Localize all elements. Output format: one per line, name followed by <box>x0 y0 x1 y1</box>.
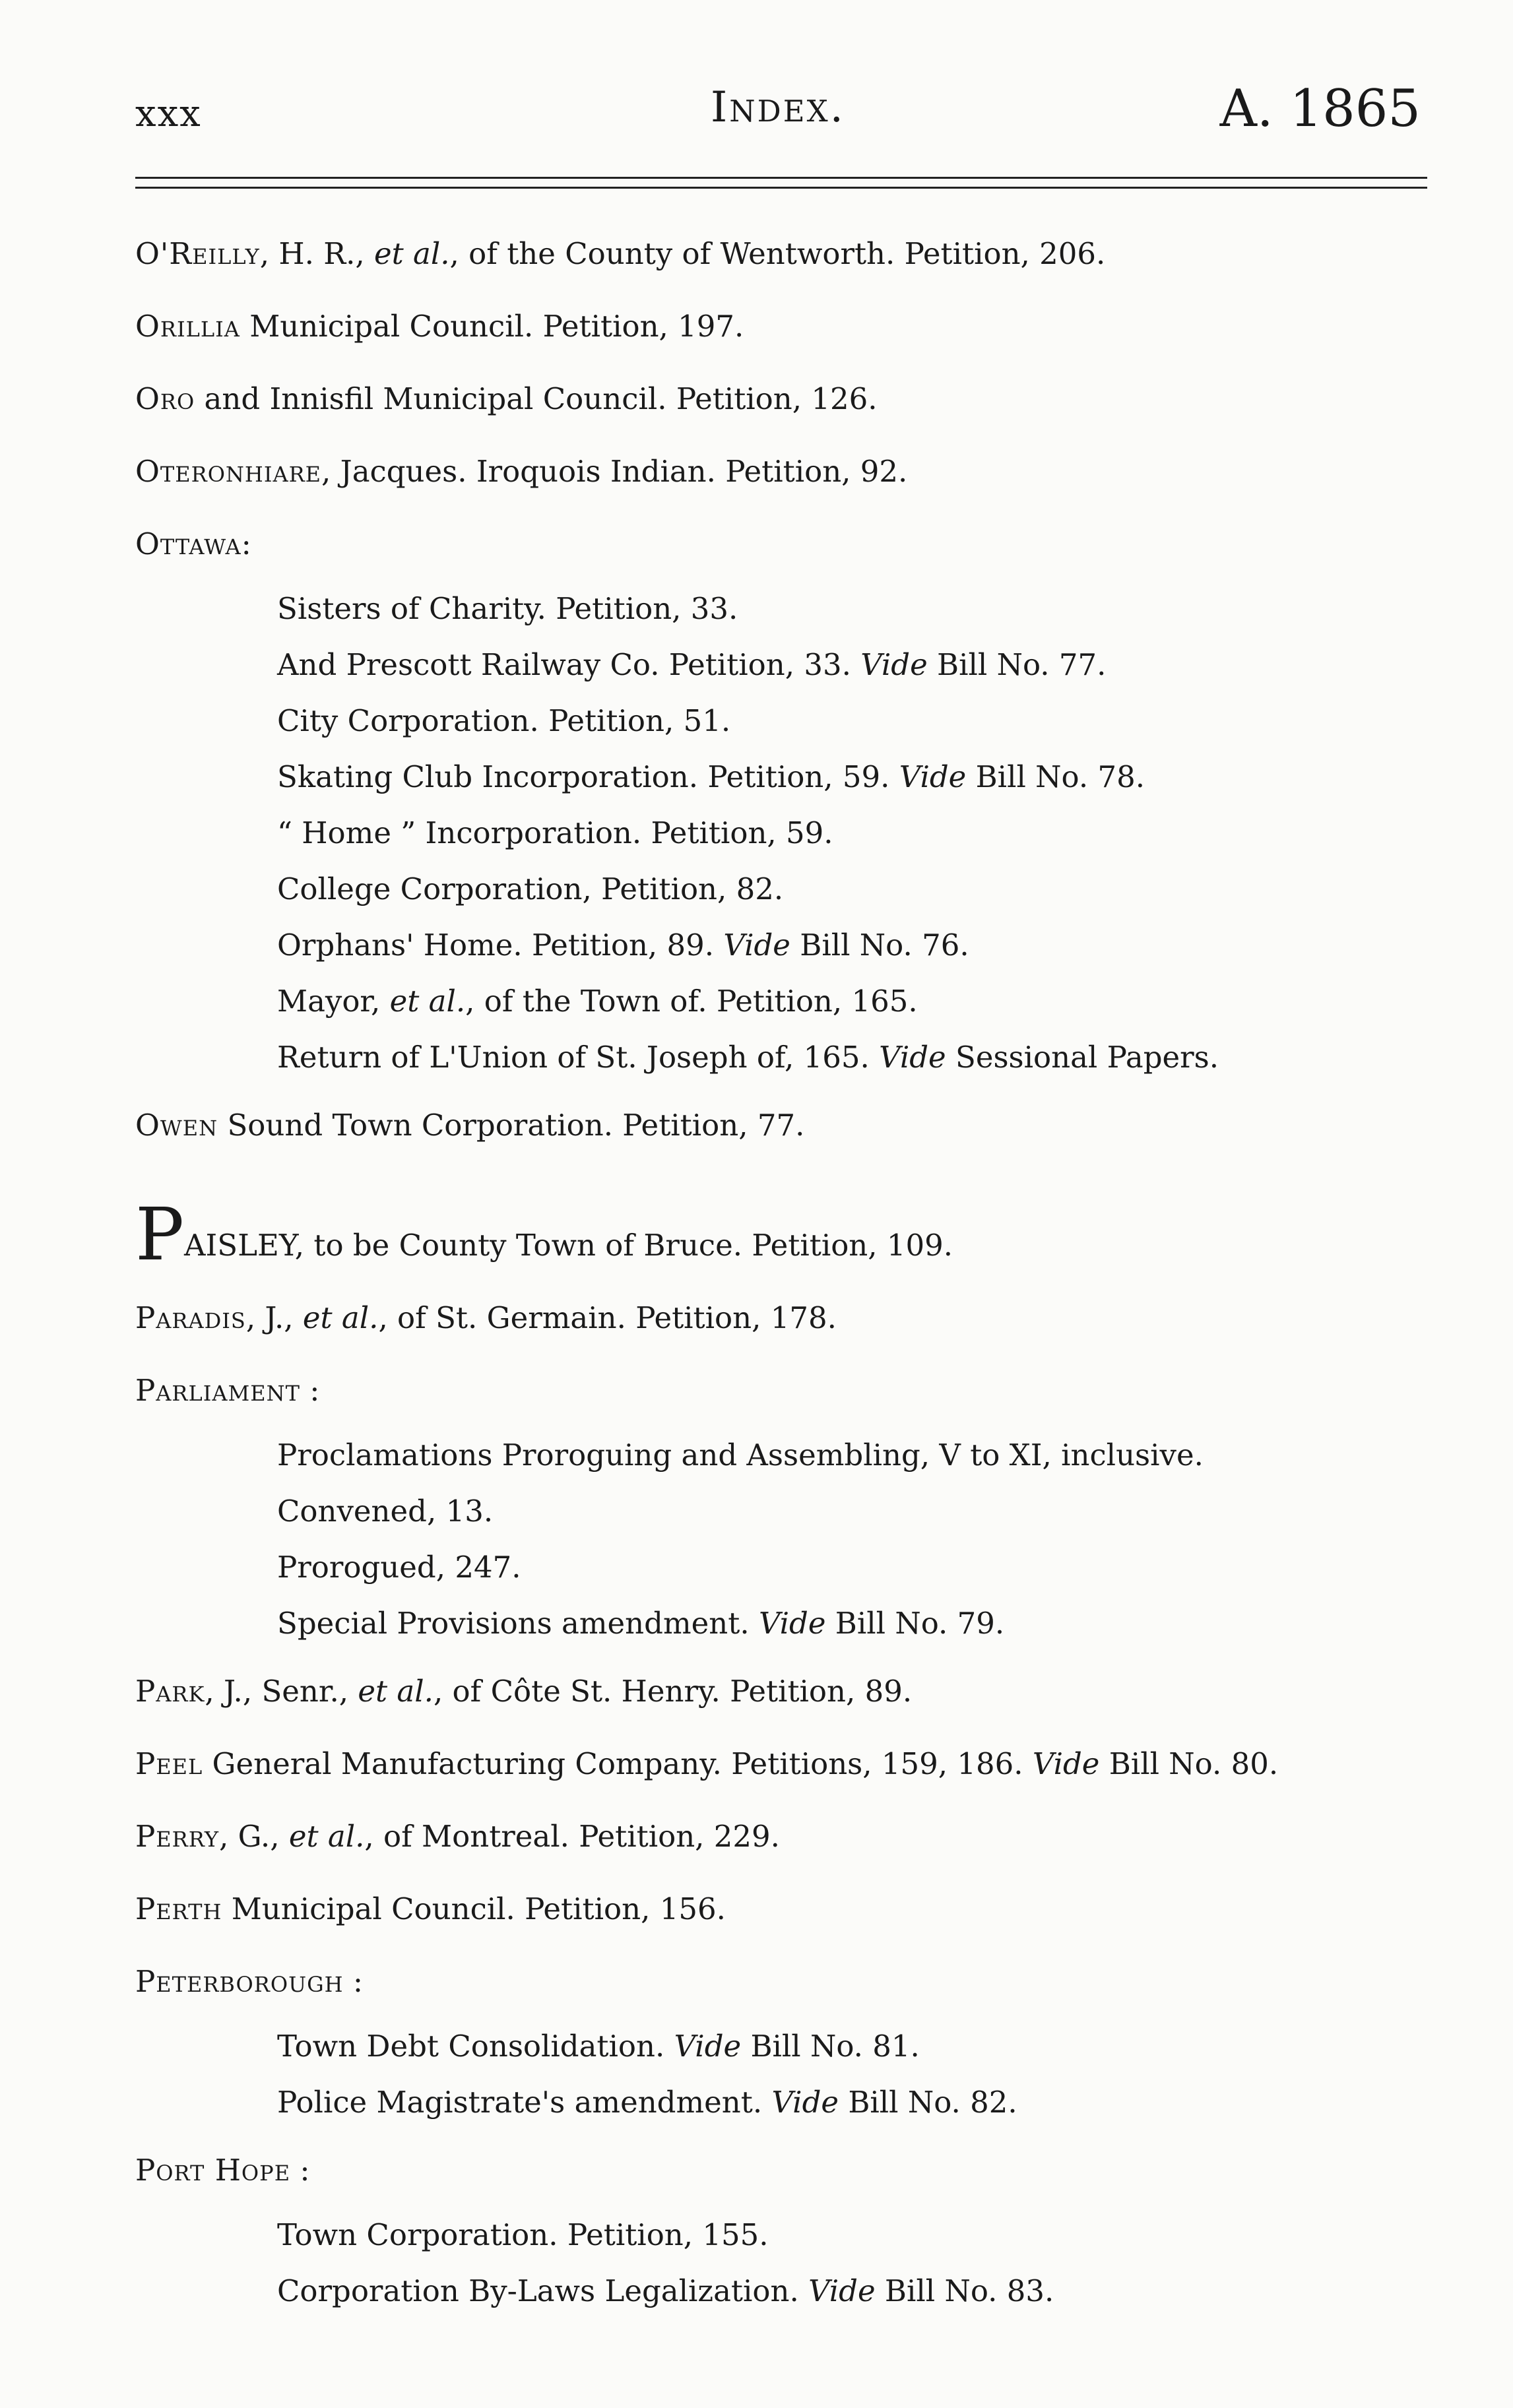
page-header <box>135 79 1421 152</box>
entry-key: Oro <box>135 381 195 416</box>
index-entry: Peel General Manufacturing Company. Petitions, 159, 186. Vide Bill No. 80. <box>135 1746 1279 1781</box>
sub-entry: Prorogued, 247. <box>277 1550 521 1585</box>
index-entry-drop-cap: PAISLEY, to be County Town of Bruce. Petition, 109. <box>135 1192 953 1277</box>
sub-entry: “ Home ” Incorporation. Petition, 59. <box>277 815 833 850</box>
sub-entry: Convened, 13. <box>277 1494 494 1529</box>
header-rule-top <box>135 177 1427 179</box>
entry-key: Peel <box>135 1746 203 1781</box>
index-entry: Oteronhiare, Jacques. Iroquois Indian. Petition, 92. <box>135 454 908 489</box>
index-entry: O'Reilly, H. R., et al., of the County of Wentworth. Petition, 206. <box>135 236 1106 271</box>
sub-entry: Town Debt Consolidation. Vide Bill No. 81. <box>277 2029 920 2064</box>
sub-entry: Police Magistrate's amendment. Vide Bill No. 82. <box>277 2085 1017 2120</box>
entry-key: Perth <box>135 1891 222 1926</box>
sub-entry: Skating Club Incorporation. Petition, 59. Vide Bill No. 78. <box>277 759 1145 794</box>
entry-key: Orillia <box>135 309 240 344</box>
sub-entry: City Corporation. Petition, 51. <box>277 703 731 738</box>
page-year: A. 1865 <box>1219 79 1421 139</box>
index-entry: Orillia Municipal Council. Petition, 197. <box>135 309 744 344</box>
entry-key: Perry <box>135 1819 219 1854</box>
drop-cap: P <box>135 1192 185 1277</box>
index-entry: Perth Municipal Council. Petition, 156. <box>135 1891 726 1926</box>
sub-entry: Mayor, et al., of the Town of. Petition, 165. <box>277 984 918 1019</box>
index-entries <box>135 218 1421 2323</box>
entry-key: Paradis <box>135 1300 246 1335</box>
entry-key: Oteronhiare <box>135 454 322 489</box>
sub-entry: Town Corporation. Petition, 155. <box>277 2217 769 2252</box>
index-group-parliament <box>135 1354 1421 1651</box>
sub-entry: And Prescott Railway Co. Petition, 33. Vide Bill No. 77. <box>277 647 1107 682</box>
index-entry: Owen Sound Town Corporation. Petition, 77. <box>135 1108 805 1143</box>
section-gap <box>135 1162 1421 1201</box>
group-heading: Peterborough : <box>135 1964 364 1999</box>
entry-key: Owen <box>135 1108 218 1143</box>
sub-entry: Corporation By-Laws Legalization. Vide Bill No. 83. <box>277 2273 1054 2308</box>
sub-entry: Proclamations Proroguing and Assembling, V to XI, inclusive. <box>277 1438 1204 1473</box>
index-group-port-hope <box>135 2134 1421 2319</box>
index-group-ottawa <box>135 508 1421 1085</box>
index-group-peterborough <box>135 1946 1421 2130</box>
group-heading: Parliament : <box>135 1373 320 1408</box>
index-entry: Oro and Innisfil Municipal Council. Petition, 126. <box>135 381 878 416</box>
header-rule-bottom <box>135 187 1427 189</box>
group-heading: Port Hope : <box>135 2153 310 2188</box>
entry-key: Park <box>135 1674 205 1709</box>
index-entry: Perry, G., et al., of Montreal. Petition, 229. <box>135 1819 780 1854</box>
index-entry: Paradis, J., et al., of St. Germain. Petition, 178. <box>135 1300 837 1335</box>
sub-entry: Sisters of Charity. Petition, 33. <box>277 591 738 626</box>
entry-key: O'Reilly <box>135 236 260 271</box>
sub-entry: College Corporation, Petition, 82. <box>277 871 784 906</box>
sub-entry: Orphans' Home. Petition, 89. Vide Bill No. 76. <box>277 928 969 963</box>
page-number: xxx <box>135 92 202 135</box>
sub-entry: Return of L'Union of St. Joseph of, 165. Vide Sessional Papers. <box>277 1040 1219 1075</box>
group-heading: Ottawa: <box>135 526 251 561</box>
page-title: Index. <box>711 83 845 132</box>
sub-entry: Special Provisions amendment. Vide Bill No. 79. <box>277 1606 1005 1641</box>
index-entry: Park, J., Senr., et al., of Côte St. Henry. Petition, 89. <box>135 1674 913 1709</box>
